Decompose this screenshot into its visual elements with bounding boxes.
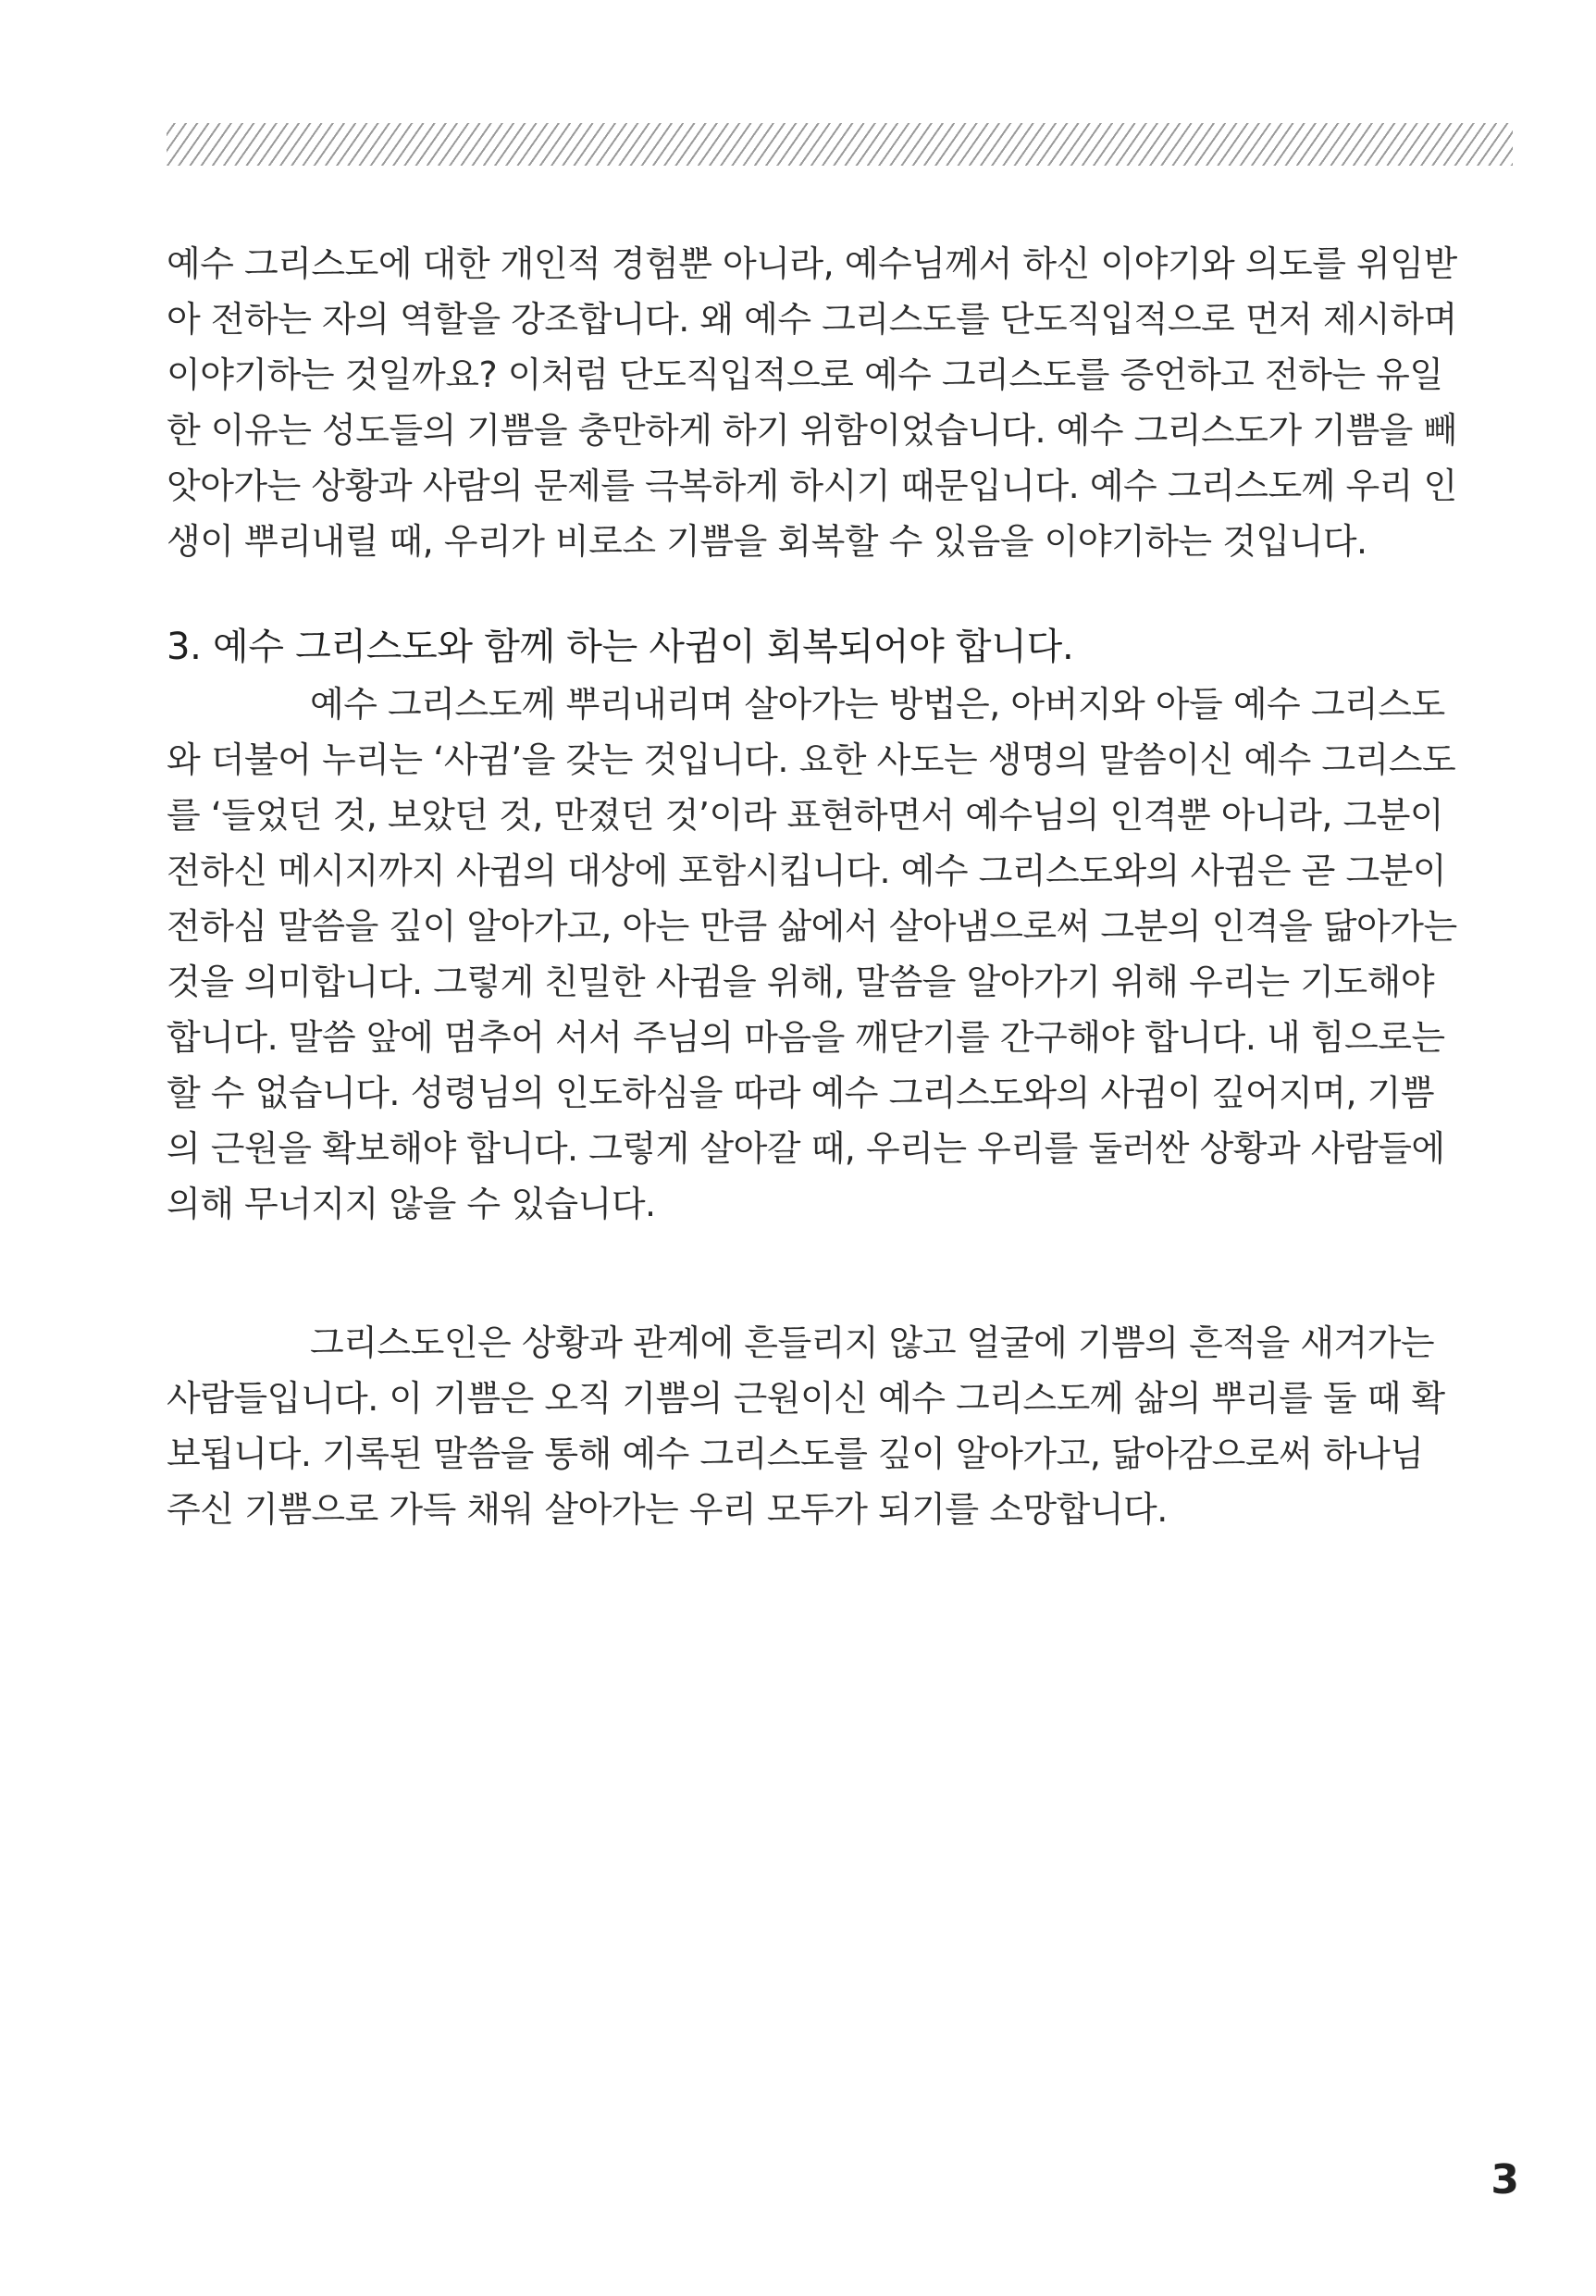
text-line: 주신 기쁨으로 가득 채워 살아가는 우리 모두가 되기를 소망합니다.	[167, 1489, 1168, 1530]
text-line: 할 수 없습니다. 성령님의 인도하심을 따라 예수 그리스도와의 사귐이 깊어지며, 기쁨	[167, 1073, 1435, 1113]
text-line: 전하신 메시지까지 사귐의 대상에 포함시킵니다. 예수 그리스도와의 사귐은 곧 그분이	[167, 850, 1447, 891]
text-line: 것을 의미합니다. 그렇게 친밀한 사귐을 위해, 말씀을 알아가기 위해 우리는 기도해야	[167, 962, 1435, 1002]
header-hatch-decoration	[167, 123, 1513, 166]
paragraph-3	[167, 1315, 1516, 1537]
text-line: 와 더불어 누리는 ‘사귐’을 갖는 것입니다. 요한 사도는 생명의 말씀이신 예수 그리스도	[167, 739, 1456, 780]
text-line: 의해 무너지지 않을 수 있습니다.	[167, 1184, 656, 1224]
text-line: 그리스도인은 상황과 관계에 흔들리지 않고 얼굴에 기쁨의 흔적을 새겨가는	[310, 1322, 1435, 1363]
text-line: 사람들입니다. 이 기쁨은 오직 기쁨의 근원이신 예수 그리스도께 삶의 뿌리를 둘 때 확	[167, 1378, 1445, 1419]
text-line: 전하심 말씀을 깊이 알아가고, 아는 만큼 삶에서 살아냄으로써 그분의 인격을 닮아가는	[167, 906, 1457, 947]
section-heading: 3. 예수 그리스도와 함께 하는 사귐이 회복되어야 합니다.	[167, 626, 1074, 668]
text-line: 아 전하는 자의 역할을 강조합니다. 왜 예수 그리스도를 단도직입적으로 먼저 제시하며	[167, 299, 1457, 340]
paragraph-1	[167, 236, 1516, 569]
text-line: 를 ‘들었던 것, 보았던 것, 만졌던 것’이라 표현하면서 예수님의 인격뿐 아니라, 그분이	[167, 795, 1444, 836]
text-line: 예수 그리스도에 대한 개인적 경험뿐 아니라, 예수님께서 하신 이야기와 의도를 위임받	[167, 243, 1457, 284]
paragraph-2	[167, 676, 1516, 1232]
text-line: 이야기하는 것일까요? 이처럼 단도직입적으로 예수 그리스도를 증언하고 전하는 유일	[167, 354, 1443, 395]
text-line: 앗아가는 상황과 사람의 문제를 극복하게 하시기 때문입니다. 예수 그리스도께 우리 인	[167, 465, 1457, 506]
page-number: 3	[1491, 2156, 1519, 2203]
text-line: 합니다. 말씀 앞에 멈추어 서서 주님의 마음을 깨닫기를 간구해야 합니다. 내 힘으로는	[167, 1017, 1445, 1058]
text-line: 보됩니다. 기록된 말씀을 통해 예수 그리스도를 깊이 알아가고, 닮아감으로써 하나님	[167, 1433, 1424, 1474]
text-line: 의 근원을 확보해야 합니다. 그렇게 살아갈 때, 우리는 우리를 둘러싼 상황과 사람들에	[167, 1128, 1445, 1169]
text-line: 한 이유는 성도들의 기쁨을 충만하게 하기 위함이었습니다. 예수 그리스도가 기쁨을 빼	[167, 410, 1457, 451]
text-line: 생이 뿌리내릴 때, 우리가 비로소 기쁨을 회복할 수 있음을 이야기하는 것입니다.	[167, 521, 1367, 562]
article-body	[167, 236, 1516, 1537]
text-line: 예수 그리스도께 뿌리내리며 살아가는 방법은, 아버지와 아들 예수 그리스도	[310, 684, 1445, 725]
